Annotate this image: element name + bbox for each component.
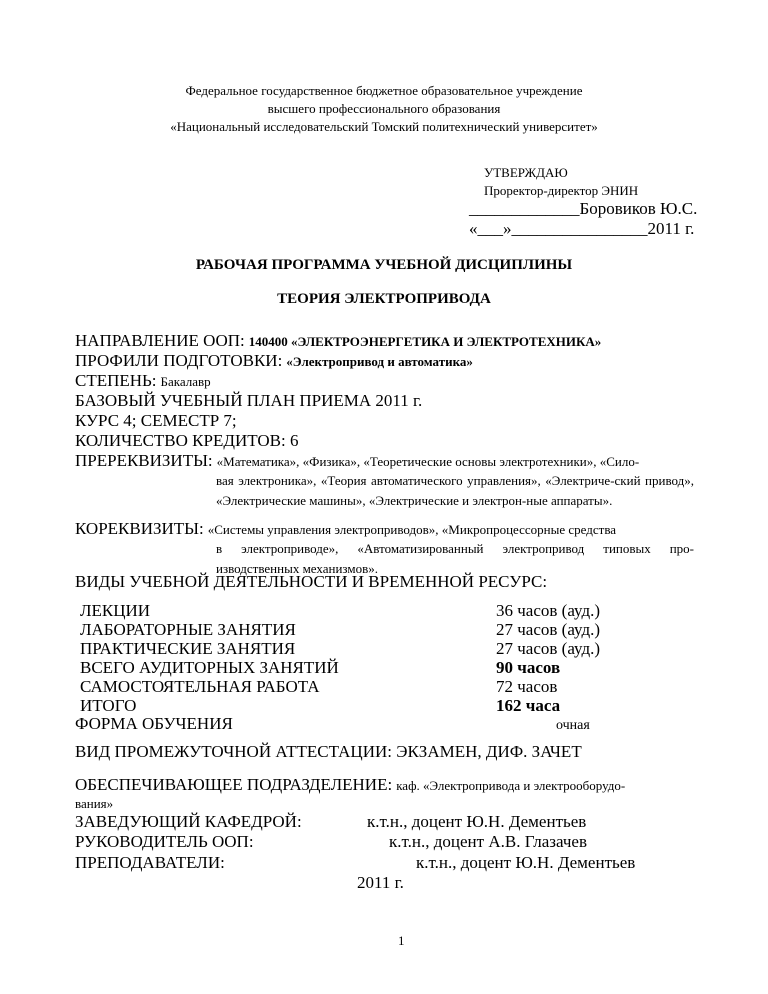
- activity-label: ВСЕГО АУДИТОРНЫХ ЗАНЯТИЙ: [80, 658, 339, 677]
- activity-label: ЛАБОРАТОРНЫЕ ЗАНЯТИЯ: [80, 620, 296, 639]
- corequisites-first-line: [75, 519, 616, 539]
- discipline-title: ТЕОРИЯ ЭЛЕКТРОПРИВОДА: [277, 291, 491, 307]
- department-value-start: каф. «Электропривода и электрооборудо-: [396, 778, 626, 793]
- prerequisites-first-line: [75, 451, 639, 471]
- institution-line-1: Федеральное государственное бюджетное образовательное учреждение: [185, 83, 583, 98]
- department-first-line: [75, 775, 625, 795]
- activity-label: ПРАКТИЧЕСКИЕ ЗАНЯТИЯ: [80, 639, 296, 658]
- direction-label: НАПРАВЛЕНИЕ ООП:: [75, 331, 245, 350]
- profiles-value: «Электропривод и автоматика»: [286, 354, 473, 369]
- direction-value: 140400 «ЭЛЕКТРОЭНЕРГЕТИКА И ЭЛЕКТРОТЕХНИКА»: [248, 334, 602, 349]
- teachers-value: к.т.н., доцент Ю.Н. Дементьев: [416, 853, 636, 872]
- corequisites-label: КОРЕКВИЗИТЫ:: [75, 519, 204, 538]
- department-value-continued: вания»: [75, 796, 114, 811]
- teachers-label: ПРЕПОДАВАТЕЛИ:: [75, 853, 225, 872]
- activity-value: 36 часов (ауд.): [496, 601, 601, 620]
- approval-date-line: «___»________________2011 г.: [469, 219, 695, 238]
- study-plan: БАЗОВЫЙ УЧЕБНЫЙ ПЛАН ПРИЕМА 2011 г.: [75, 391, 423, 410]
- direction-line: [75, 331, 601, 351]
- prerequisites-value-continued: вая электроника», «Теория автоматического управления», «Электриче-ский привод», «Электрические машины», «Электрические и электрон-ные аппараты».: [216, 473, 694, 508]
- profiles-line: [75, 351, 473, 371]
- corequisites-value-continued: в электроприводе», «Автоматизированный электропривод типовых про-изводственных механизмов».: [216, 541, 694, 576]
- page-title: РАБОЧАЯ ПРОГРАММА УЧЕБНОЙ ДИСЦИПЛИНЫ: [195, 257, 573, 273]
- activity-value: 27 часов (ауд.): [496, 639, 601, 658]
- activity-label: САМОСТОЯТЕЛЬНАЯ РАБОТА: [80, 677, 320, 696]
- approval-heading: УТВЕРЖДАЮ: [484, 165, 568, 180]
- department-label: ОБЕСПЕЧИВАЮЩЕЕ ПОДРАЗДЕЛЕНИЕ:: [75, 775, 393, 794]
- approval-position: Проректор-директор ЭНИН: [484, 183, 639, 198]
- page-number: 1: [398, 933, 405, 948]
- head-of-department-value: к.т.н., доцент Ю.Н. Дементьев: [367, 812, 587, 831]
- institution-line-3: «Национальный исследовательский Томский политехнический университет»: [170, 119, 598, 134]
- head-of-department-label: ЗАВЕДУЮЩИЙ КАФЕДРОЙ:: [75, 812, 302, 831]
- institution-line-2: высшего профессионального образования: [267, 101, 501, 116]
- activities-heading: ВИДЫ УЧЕБНОЙ ДЕЯТЕЛЬНОСТИ И ВРЕМЕННОЙ РЕСУРС:: [75, 572, 548, 591]
- course-semester: КУРС 4; СЕМЕСТР 7;: [75, 411, 237, 430]
- study-form-value: очная: [556, 718, 590, 733]
- activity-label: ЛЕКЦИИ: [80, 601, 151, 620]
- corequisites-value-start: «Системы управления электроприводов», «Микропроцессорные средства: [207, 522, 617, 537]
- attestation-type: ВИД ПРОМЕЖУТОЧНОЙ АТТЕСТАЦИИ: ЭКЗАМЕН, ДИФ. ЗАЧЕТ: [75, 742, 582, 761]
- activity-value: 27 часов (ауд.): [496, 620, 601, 639]
- activity-value-total: 162 часа: [496, 696, 561, 715]
- prerequisites-value-start: «Математика», «Физика», «Теоретические основы электротехники», «Сило-: [216, 454, 640, 469]
- profiles-label: ПРОФИЛИ ПОДГОТОВКИ:: [75, 351, 283, 370]
- degree-label: СТЕПЕНЬ:: [75, 371, 157, 390]
- activity-value-total-classroom: 90 часов: [496, 658, 561, 677]
- degree-line: [75, 371, 211, 391]
- study-form-label: ФОРМА ОБУЧЕНИЯ: [75, 714, 233, 733]
- credits: КОЛИЧЕСТВО КРЕДИТОВ: 6: [75, 431, 299, 450]
- activity-label: ИТОГО: [80, 696, 137, 715]
- program-head-value: к.т.н., доцент А.В. Глазачев: [389, 832, 587, 851]
- activity-value: 72 часов: [496, 677, 558, 696]
- program-head-label: РУКОВОДИТЕЛЬ ООП:: [75, 832, 254, 851]
- approval-signature-line: _____________Боровиков Ю.С.: [469, 199, 698, 218]
- prerequisites-label: ПРЕРЕКВИЗИТЫ:: [75, 451, 213, 470]
- degree-value: Бакалавр: [160, 374, 211, 389]
- document-year: 2011 г.: [357, 873, 404, 892]
